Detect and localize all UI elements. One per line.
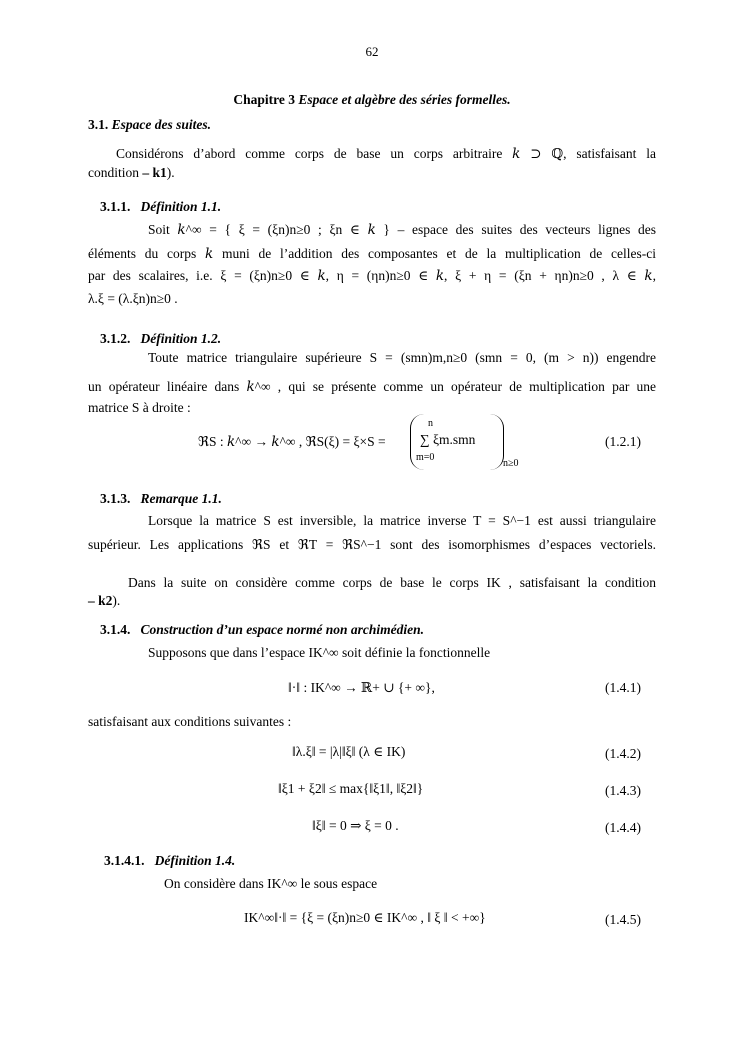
equation-1-4-2: ‖λ.ξ‖ = |λ|‖ξ‖ (λ ∈ IK) xyxy=(292,744,406,759)
equation-number: (1.4.1) xyxy=(605,680,641,695)
sum-lower-limit: m=0 xyxy=(416,452,435,463)
equation-number: (1.2.1) xyxy=(605,434,641,449)
chapter-heading xyxy=(0,92,744,108)
section-title: Définition 1.2. xyxy=(140,331,222,346)
definition-text: par des scalaires, i.e. ξ = (ξn)n≥0 ∈ 𝑘, η = (ηn)n≥0 ∈ 𝑘, ξ + η = (ξn + ηn)n≥0 , λ ∈ 𝑘, xyxy=(88,268,656,283)
equation-1-4-1: ‖·‖ : IK^∞ → ℝ+ ∪ {+ ∞}, xyxy=(288,680,435,695)
paragraph-text: Dans la suite on considère comme corps de base le corps IK , satisfaisant la condition xyxy=(128,575,656,590)
remark-1-1-line-1 xyxy=(148,513,656,529)
definition-1-2-line-3: matrice S à droite : xyxy=(88,400,191,415)
section-title: Remarque 1.1. xyxy=(140,491,222,506)
remark-1-1-line-2 xyxy=(88,537,656,553)
definition-text: éléments du corps 𝑘 muni de l’addition des composantes et de la multiplication de celles-ci xyxy=(88,246,656,261)
equation-subscript: n≥0 xyxy=(503,458,519,469)
section-number: 3.1.1. xyxy=(100,199,131,214)
equation-1-4-5: IK^∞‖·‖ = {ξ = (ξn)n≥0 ∈ IK^∞ , ‖ ξ ‖ < +∞} xyxy=(244,910,486,925)
section-number: 3.1.4.1. xyxy=(104,853,145,868)
definition-text: Soit 𝑘^∞ = { ξ = (ξn)n≥0 ; ξn ∈ 𝑘 } – espace des suites des vecteurs lignes des xyxy=(148,222,656,237)
chapter-title: Espace et algèbre des séries formelles. xyxy=(298,92,511,107)
definition-text: un opérateur linéaire dans 𝑘^∞ , qui se présente comme un opérateur de multiplication par une xyxy=(88,379,656,394)
section-3-1-4-heading xyxy=(100,622,424,638)
paragraph-text: ). xyxy=(166,165,175,180)
remark-text: Lorsque la matrice S est inversible, la matrice inverse T = S^−1 est aussi triangulaire xyxy=(148,513,656,528)
paragraph-text: condition xyxy=(88,165,143,180)
remark-text: supérieur. Les applications ℜS et ℜT = ℜS^−1 sont des isomorphismes d’espaces vectoriels. xyxy=(88,537,656,552)
section-title: Définition 1.1. xyxy=(140,199,222,214)
section-title: Construction d’un espace normé non archimédien. xyxy=(140,622,425,637)
definition-1-2-line-2 xyxy=(88,379,656,395)
equation-number: (1.4.5) xyxy=(605,912,641,927)
equation-1-2-1 xyxy=(198,434,386,450)
section-3-1-2-heading xyxy=(100,331,221,347)
page-number: 62 xyxy=(365,44,379,59)
construction-line-1: Supposons que dans l’espace IK^∞ soit définie la fonctionnelle xyxy=(148,645,491,660)
definition-1-1-line-3 xyxy=(88,268,656,284)
section-number: 3.1.3. xyxy=(100,491,131,506)
section-title: Définition 1.4. xyxy=(154,853,236,868)
definition-1-4-line-1: On considère dans IK^∞ le sous espace xyxy=(164,876,378,891)
section-number: 3.1.4. xyxy=(100,622,131,637)
paragraph-text: ). xyxy=(112,593,121,608)
paragraph-3: satisfaisant aux conditions suivantes : xyxy=(88,714,292,729)
section-3-1-1-heading xyxy=(100,199,221,215)
equation-1-4-3: ‖ξ1 + ξ2‖ ≤ max{‖ξ1‖, ‖ξ2‖} xyxy=(278,781,424,796)
chapter-label: Chapitre 3 xyxy=(233,92,296,107)
equation-number: (1.4.2) xyxy=(605,746,641,761)
definition-1-1-line-4: λ.ξ = (λ.ξn)n≥0 . xyxy=(88,291,178,306)
paragraph-2-line-1 xyxy=(128,575,656,591)
section-3-1-3-heading xyxy=(100,491,222,507)
equation-1-4-4: ‖ξ‖ = 0 ⇒ ξ = 0 . xyxy=(312,818,399,833)
paragraph-2-line-2 xyxy=(88,593,120,609)
definition-1-1-line-1 xyxy=(148,222,656,238)
definition-text: Toute matrice triangulaire supérieure S = (smn)m,n≥0 (smn = 0, (m > n)) engendre xyxy=(148,350,656,365)
equation-number: (1.4.4) xyxy=(605,820,641,835)
paragraph-text: Considérons d’abord comme corps de base un corps arbitraire 𝑘 ⊃ ℚ, satisfaisant la xyxy=(116,146,656,161)
condition-ref: – k2 xyxy=(88,593,113,608)
paragraph-1-line-2 xyxy=(88,165,175,181)
section-title: Espace des suites. xyxy=(111,117,211,132)
equation-lhs: ℜS : 𝑘^∞ → 𝑘^∞ , ℜS(ξ) = ξ×S = xyxy=(198,434,386,449)
section-3-1-4-1-heading xyxy=(104,853,235,869)
definition-1-2-line-1 xyxy=(148,350,656,366)
paragraph-1-line-1 xyxy=(116,146,656,162)
sum-upper-limit: n xyxy=(428,418,433,429)
section-3-1-heading xyxy=(88,117,211,133)
section-number: 3.1.2. xyxy=(100,331,131,346)
sum-body: ∑ ξm.smn xyxy=(420,432,476,447)
section-number: 3.1. xyxy=(88,117,109,132)
condition-ref: – k1 xyxy=(142,165,167,180)
equation-number: (1.4.3) xyxy=(605,783,641,798)
definition-1-1-line-2 xyxy=(88,246,656,262)
